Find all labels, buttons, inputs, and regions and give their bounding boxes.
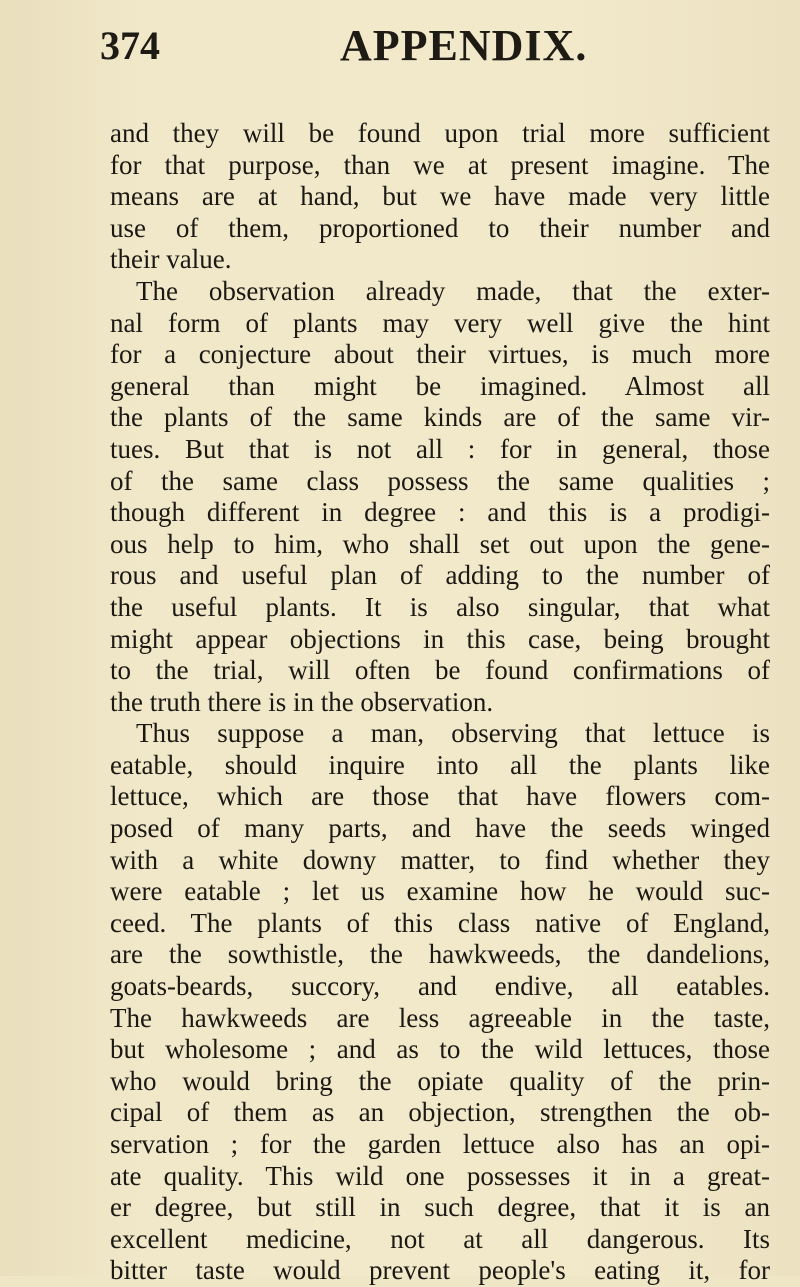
text-line: excellent medicine, not at all dangerous. Its bbox=[110, 1223, 770, 1254]
text-line: ous help to him, who shall set out upon the gene- bbox=[110, 528, 770, 559]
text-line: ate quality. This wild one possesses it in a great- bbox=[110, 1160, 770, 1191]
text-line: though different in degree : and this is a prodigi- bbox=[110, 497, 770, 528]
text-line: their value. bbox=[110, 244, 232, 275]
text-line: were eatable ; let us examine how he would suc- bbox=[110, 876, 770, 907]
text-line: to the trial, will often be found confirmations of bbox=[110, 655, 770, 686]
page-number: 374 bbox=[100, 23, 160, 68]
text-line: cipal of them as an objection, strengthen the ob- bbox=[110, 1097, 770, 1128]
text-line: use of them, proportioned to their number and bbox=[110, 212, 770, 243]
text-line: servation ; for the garden lettuce also has an opi- bbox=[110, 1129, 770, 1159]
text-line: nal form of plants may very well give the hint bbox=[110, 307, 770, 338]
text-line: tues. But that is not all : for in general, those bbox=[110, 433, 770, 464]
text-line: Thus suppose a man, observing that lettuce is bbox=[136, 718, 770, 749]
text-line: for that purpose, than we at present imagine. The bbox=[110, 149, 770, 180]
text-line: might appear objections in this case, being brought bbox=[110, 623, 770, 654]
text-line: ceed. The plants of this class native of England, bbox=[110, 907, 770, 938]
body-text bbox=[110, 118, 770, 1287]
text-line: lettuce, which are those that have flowers com- bbox=[110, 781, 770, 812]
text-line: for a conjecture about their virtues, is much more bbox=[110, 339, 770, 370]
text-line: who would bring the opiate quality of the prin- bbox=[110, 1065, 770, 1096]
text-line: the plants of the same kinds are of the same vir- bbox=[110, 402, 770, 433]
text-line: eatable, should inquire into all the plants like bbox=[110, 749, 770, 780]
text-line: posed of many parts, and have the seeds winged bbox=[110, 813, 770, 844]
text-line: general than might be imagined. Almost all bbox=[110, 370, 770, 401]
text-line: are the sowthistle, the hawkweeds, the dandelions, bbox=[110, 939, 770, 970]
text-line: means are at hand, but we have made very little bbox=[110, 181, 770, 212]
text-line: The observation already made, that the exter- bbox=[136, 275, 770, 306]
page-header bbox=[0, 16, 800, 80]
text-line: The hawkweeds are less agreeable in the taste, bbox=[110, 1002, 770, 1033]
text-line: goats-beards, succory, and endive, all eatables. bbox=[110, 971, 770, 1002]
text-line: the truth there is in the observation. bbox=[110, 686, 494, 717]
text-line: of the same class possess the same qualities ; bbox=[110, 465, 770, 496]
text-line: er degree, but still in such degree, that it is an bbox=[110, 1192, 770, 1223]
text-line: the useful plants. It is also singular, that what bbox=[110, 591, 770, 622]
text-line: with a white downy matter, to find whether they bbox=[110, 844, 770, 875]
text-line: rous and useful plan of adding to the number of bbox=[110, 560, 770, 591]
text-line: but wholesome ; and as to the wild lettuces, those bbox=[110, 1034, 770, 1065]
text-line: and they will be found upon trial more sufficient bbox=[110, 118, 770, 148]
running-head: APPENDIX. bbox=[340, 21, 588, 70]
text-line: bitter taste would prevent people's eating it, for bbox=[110, 1255, 770, 1286]
